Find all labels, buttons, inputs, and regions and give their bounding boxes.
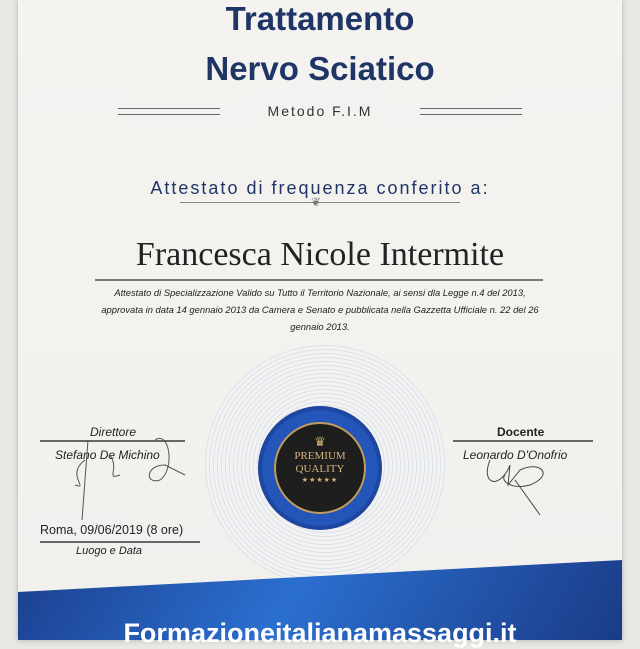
footer-website: Formazioneitalianamassaggi.it: [123, 618, 517, 648]
attestato-label: Attestato di frequenza conferito a:: [150, 178, 490, 198]
teacher-signature: [480, 455, 560, 520]
place-date-value: Roma, 09/06/2019 (8 ore): [40, 523, 184, 537]
method-label: Metodo F.I.M: [267, 103, 373, 119]
recipient-name: Francesca Nicole Intermite: [135, 236, 505, 273]
place-date-line: [40, 541, 200, 543]
seal-text-line1: PREMIUM: [294, 450, 346, 462]
ornament-icon: ❦: [311, 195, 322, 209]
director-role: Direttore: [90, 425, 137, 439]
certificate-description: Attestato di Specializzazione Valido su Tutto il Territorio Nazionale, ai sensi dla Legge n.4 del 2013, approvata in data 14 gennaio 2013 da Camera e Senato e pubblicata nella Gazzetta Ufficiale n. 22 del 26 gennaio 2013.: [101, 287, 539, 332]
certificate-title-line1: Trattamento: [225, 0, 415, 37]
place-date-label: Luogo e Data: [76, 545, 143, 557]
teacher-line: [453, 440, 593, 442]
director-signature: [60, 430, 190, 520]
teacher-name: Leonardo D'Onofrio: [463, 448, 568, 462]
premium-quality-seal: [262, 410, 378, 526]
name-underline: [95, 279, 543, 281]
director-name: Stefano De Michino: [55, 448, 160, 462]
seal-text-line2: QUALITY: [295, 463, 345, 475]
crown-icon: ♛: [314, 434, 326, 449]
certificate-title-line2: Nervo Sciatico: [205, 50, 435, 87]
seal-stars: ★★★★★: [301, 476, 339, 484]
teacher-role: Docente: [497, 425, 545, 439]
